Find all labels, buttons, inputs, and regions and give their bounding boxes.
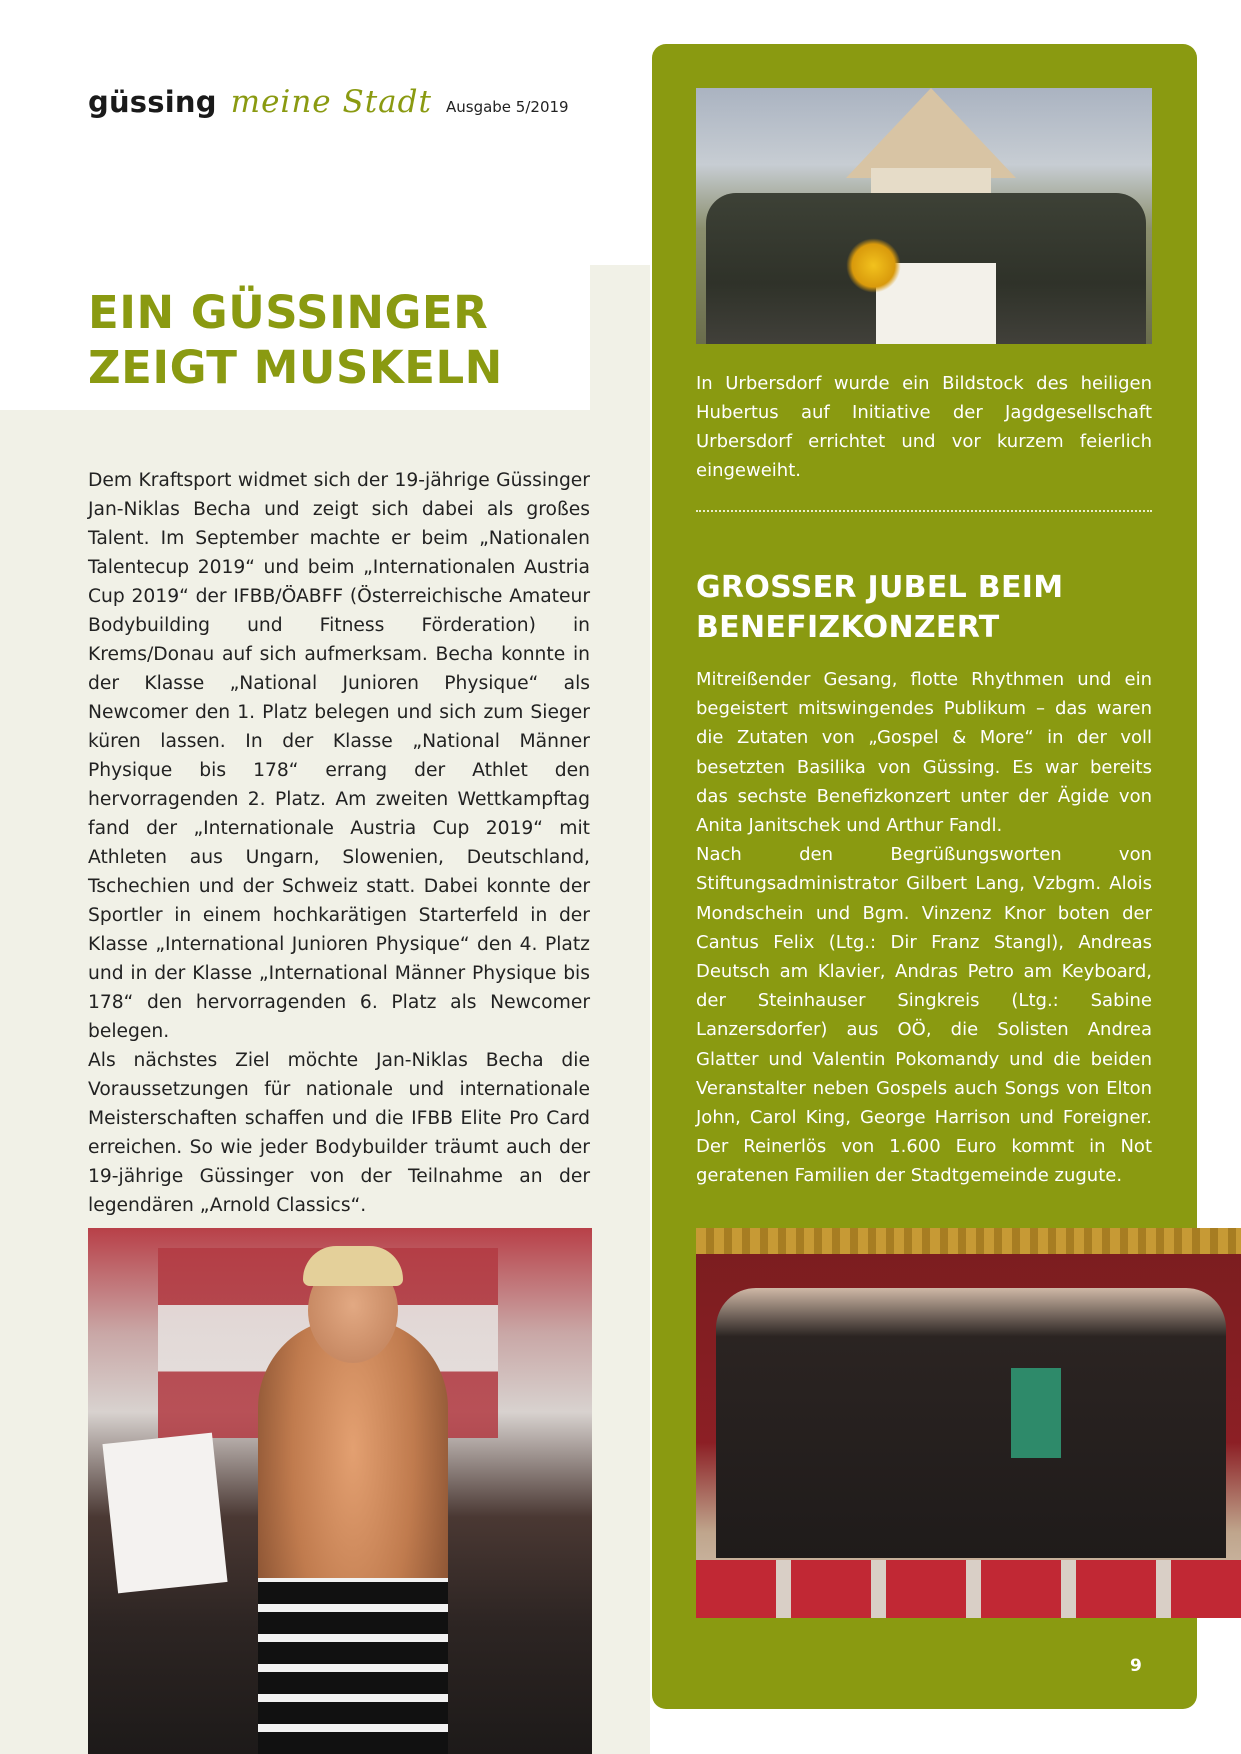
brand-name: güssing [88,85,217,119]
issue-label: Ausgabe 5/2019 [445,98,569,116]
article-body: Dem Kraftsport widmet sich der 19-jährige Güssinger Jan-Niklas Becha und zeigt sich dabei als großes Talent. Im September machte er beim „Nationalen Talentecup 2019“ und beim „Internationalen Austria Cup 2019“ der IFBB/ÖABFF (Österreichische Amateur Bodybuilding und Fitness Förderation) in Krems/Donau auf sich aufmerksam. Becha konnte in der Klasse „National Junioren Physique“ als Newcomer den 1. Platz belegen und sich zum Sieger küren lassen. In der Klasse „National Männer Physique bis 178“ errang der Athlet den hervorragenden 2. Platz. Am zweiten Wettkampftag fand der „Internationale Austria Cup 2019“ mit Athleten aus Ungarn, Slowenien, Deutschland, Tschechien und der Schweiz statt. Dabei konnte der Sportler in einem hochkarätigen Starterfeld in der Klasse „International Junioren Physique“ den 4. Platz und in der Klasse „International Männer Physique bis 178“ den hervorragenden 6. Platz als Newcomer belegen. Als nächstes Ziel möchte Jan-Niklas Becha die Voraussetzungen für nationale und internationale Meisterschaften schaffen und die IFBB Elite Pro Card erreichen. So wie jeder Bodybuilder träumt auch der 19-jährige Güssinger von der Teilnahme an der legendären „Arnold Classics“. [88,470,590,1216]
brand-tagline: meine Stadt [230,84,432,120]
concert-title: GROSSER JUBEL BEIM BENEFIZKONZERT [696,570,1064,645]
article-title: EIN GÜSSINGER ZEIGT MUSKELN [88,286,503,394]
photo-green-shirt-shape [1011,1368,1061,1458]
hunters-shrine-photo [696,88,1152,344]
title-corner-panel [590,265,650,410]
photo-group-shape [716,1288,1226,1558]
dotted-divider [696,510,1152,512]
concert-group-photo [696,1228,1241,1618]
hunters-photo-caption: In Urbersdorf wurde ein Bildstock des heiligen Hubertus auf Initiative der Jagdgesellschaft Urbersdorf errichtet und vor kurzem feierlich eingeweiht. [696,373,1152,481]
photo-shrine-roof-shape [846,88,1016,178]
photo-flowers-shape [846,238,901,293]
photo-certificate-shape [102,1433,227,1594]
photo-hair-shape [303,1246,403,1286]
bodybuilder-photo [88,1228,592,1754]
masthead [88,84,569,124]
page-number: 9 [1130,1656,1142,1676]
concert-body: Mitreißender Gesang, flotte Rhythmen und ein begeistert mitswingendes Publikum – das waren die Zutaten von „Gospel & More“ in der voll besetzten Basilika von Güssing. Es war bereits das sechste Benefizkonzert unter der Ägide von Anita Janitschek und Arthur Fandl. Nach den Begrüßungsworten von Stiftungsadministrator Gilbert Lang, Vzbgm. Alois Mondschein und Bgm. Vinzenz Knor boten der Cantus Felix (Ltg.: Dir Franz Stangl), Andreas Deutsch am Klavier, Andras Petro am Keyboard, der Steinhauser Singkreis (Ltg.: Sabine Lanzersdorfer) aus OÖ, die Solisten Andrea Glatter und Valentin Pokomandy und die beiden Veranstalter neben Gospels auch Songs von Elton John, Carol King, George Harrison und Foreigner. Der Reinerlös von 1.600 Euro kommt in Not geratenen Familien der Stadtgemeinde zugute. [696,669,1152,1187]
photo-seats-shape [696,1560,1241,1618]
photo-shorts-shape [258,1578,448,1754]
photo-curtain-fringe-shape [696,1228,1241,1254]
